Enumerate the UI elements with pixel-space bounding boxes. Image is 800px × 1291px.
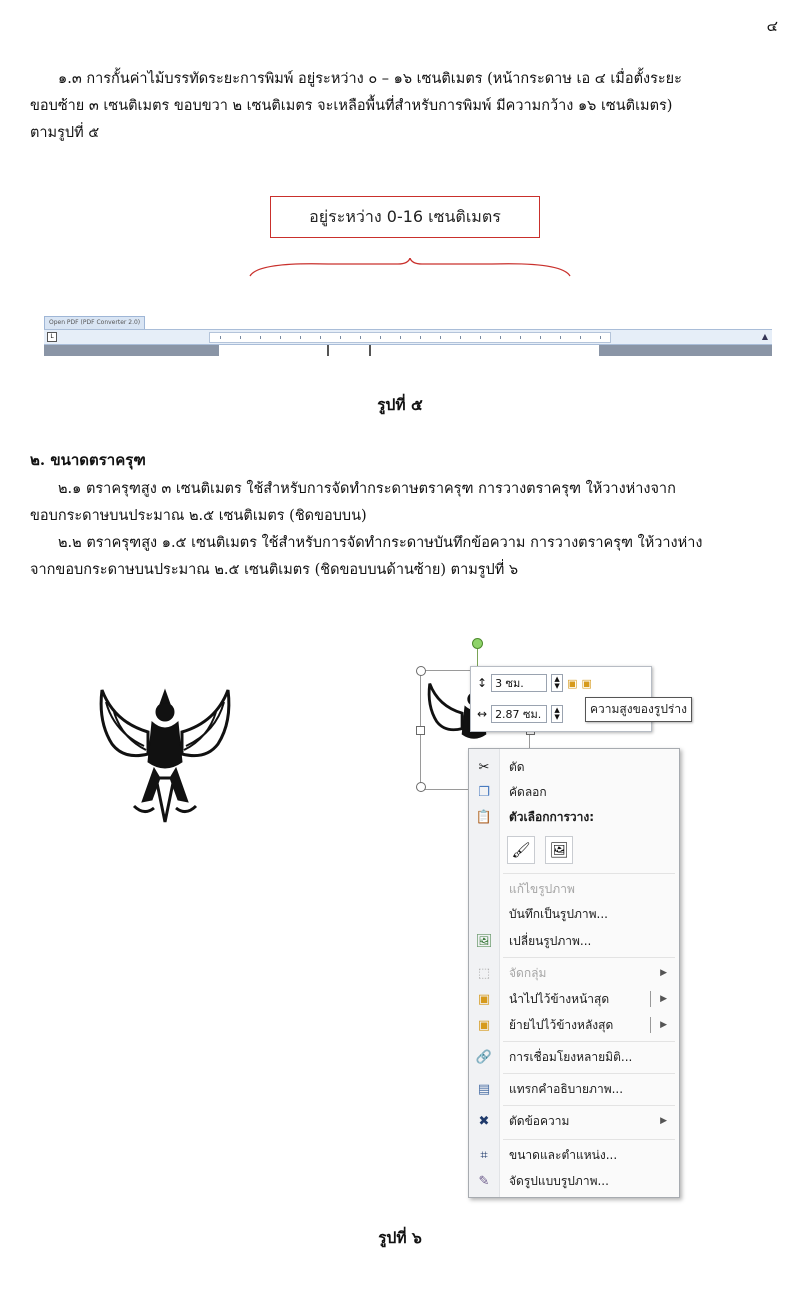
submenu-arrow-icon[interactable]: ▶: [660, 1020, 667, 1030]
paragraph-line: ขอบกระดาษบนประมาณ ๒.๕ เซนติเมตร (ชิดขอบบน): [30, 508, 367, 524]
paragraph-line: ขอบซ้าย ๓ เซนติเมตร ขอบขวา ๒ เซนติเมตร จะเหลือพื้นที่สำหรับการพิมพ์ มีความกว้าง ๑๖ เซนติเมตร): [30, 98, 673, 114]
menu-item-edit-picture: แก้ไขรูปภาพ: [509, 881, 575, 896]
wrap-text-icon: ✖: [478, 1113, 490, 1129]
submenu-arrow-icon[interactable]: ▶: [660, 994, 667, 1004]
paragraph-line: ๒.๒ ตราครุฑสูง ๑.๕ เซนติเมตร ใช้สำหรับการจัดทำกระดาษบันทึกข้อความ การวางตราครุฑ ให้วางห่าง: [58, 535, 703, 551]
ruler-bar[interactable]: [44, 329, 772, 345]
paragraph-line: จากขอบกระดาษบนประมาณ ๒.๕ เซนติเมตร (ชิดขอบบนด้านซ้าย) ตามรูปที่ ๖: [30, 562, 519, 578]
width-input[interactable]: 2.87 ซม.: [491, 705, 547, 723]
submenu-arrow-icon: ▶: [660, 1116, 667, 1126]
hyperlink-icon: 🔗: [475, 1049, 493, 1065]
copy-icon: ❐: [478, 784, 490, 800]
height-spinner[interactable]: ▲ ▼: [551, 674, 563, 692]
width-icon: ↔: [477, 707, 488, 721]
range-label-box: อยู่ระหว่าง 0-16 เซนติเมตร: [270, 196, 540, 238]
resize-handle[interactable]: [416, 782, 426, 792]
chevron-up-icon[interactable]: ▲: [761, 332, 768, 341]
format-picture-icon: ✎: [478, 1173, 490, 1189]
menu-item-group: ⬚ จัดกลุ่ม ▶: [469, 961, 679, 985]
resize-handle[interactable]: [416, 726, 425, 735]
paste-icon: 📋: [475, 809, 493, 825]
margin-marker: [327, 345, 329, 356]
context-menu: [468, 748, 680, 1198]
tab-selector-icon[interactable]: L: [47, 332, 57, 342]
height-input[interactable]: 3 ซม.: [491, 674, 547, 692]
paragraph-1-3: [30, 66, 780, 147]
menu-item-send-to-back[interactable]: ▣ ย้ายไปไว้ข้างหลังสุด ▶: [469, 1013, 679, 1037]
menu-item-paste-options: 📋 ตัวเลือกการวาง:: [469, 805, 679, 829]
ruler-tab[interactable]: Open PDF (PDF Converter 2.0): [44, 316, 145, 330]
menu-item-save-as-picture[interactable]: บันทึกเป็นรูปภาพ...: [509, 906, 608, 921]
word-ruler: [44, 316, 772, 356]
section-2-body: [30, 476, 780, 584]
height-icon: ↕: [477, 676, 488, 690]
send-backward-icon[interactable]: ▣: [581, 676, 592, 690]
send-back-icon: ▣: [477, 1017, 491, 1033]
bring-forward-icon[interactable]: ▣: [567, 676, 578, 690]
resize-handle[interactable]: [416, 666, 426, 676]
group-icon: ⬚: [477, 965, 491, 981]
menu-item-hyperlink[interactable]: 🔗 การเชื่อมโยงหลายมิติ...: [469, 1045, 679, 1069]
margin-marker: [369, 345, 371, 356]
figure-5-caption: รูปที่ ๕: [377, 395, 423, 414]
menu-item-format-picture[interactable]: ✎ จัดรูปแบบรูปภาพ...: [469, 1169, 679, 1193]
change-picture-icon: 🖼: [475, 933, 493, 949]
page-number: ๔: [766, 17, 778, 35]
paragraph-line: ๑.๓ การกั้นค่าไม้บรรทัดระยะการพิมพ์ อยู่ระหว่าง ๐ – ๑๖ เซนติเมตร (หน้ากระดาษ เอ ๔ เมื่อตั้งระยะ: [58, 71, 682, 87]
rotate-handle-icon[interactable]: [472, 638, 483, 649]
paste-as-picture-icon[interactable]: 🖼: [545, 836, 573, 864]
garuda-emblem-icon: [94, 682, 236, 830]
brace-icon: [248, 258, 572, 278]
figure-6-caption: รูปที่ ๖: [378, 1228, 422, 1247]
menu-item-change-picture[interactable]: 🖼 เปลี่ยนรูปภาพ...: [469, 929, 679, 953]
menu-item-bring-to-front[interactable]: ▣ นำไปไว้ข้างหน้าสุด ▶: [469, 987, 679, 1011]
paragraph-line: ๒.๑ ตราครุฑสูง ๓ เซนติเมตร ใช้สำหรับการจัดทำกระดาษตราครุฑ การวางตราครุฑ ให้วางห่างจาก: [58, 481, 676, 497]
menu-item-size-position[interactable]: ⌗ ขนาดและตำแหน่ง...: [469, 1143, 679, 1167]
ruler-scale[interactable]: [209, 332, 611, 343]
section-2-heading: ๒. ขนาดตราครุฑ: [30, 451, 146, 469]
page-area: [219, 345, 599, 356]
menu-item-cut[interactable]: ✂ ตัด: [469, 755, 679, 779]
cut-icon: ✂: [478, 759, 490, 775]
paragraph-line: ตามรูปที่ ๕: [30, 125, 100, 141]
bring-front-icon: ▣: [477, 991, 491, 1007]
width-spinner[interactable]: ▲ ▼: [551, 705, 563, 723]
submenu-arrow-icon: ▶: [660, 968, 667, 978]
tooltip: ความสูงของรูปร่าง: [585, 697, 692, 722]
menu-item-wrap-text[interactable]: ✖ ตัดข้อความ ▶: [469, 1109, 679, 1133]
size-position-icon: ⌗: [480, 1147, 488, 1163]
menu-item-insert-caption[interactable]: ▤ แทรกคำอธิบายภาพ...: [469, 1077, 679, 1101]
paste-keep-formatting-icon[interactable]: 🖌: [507, 836, 535, 864]
menu-item-copy[interactable]: ❐ คัดลอก: [469, 780, 679, 804]
caption-icon: ▤: [477, 1081, 491, 1097]
